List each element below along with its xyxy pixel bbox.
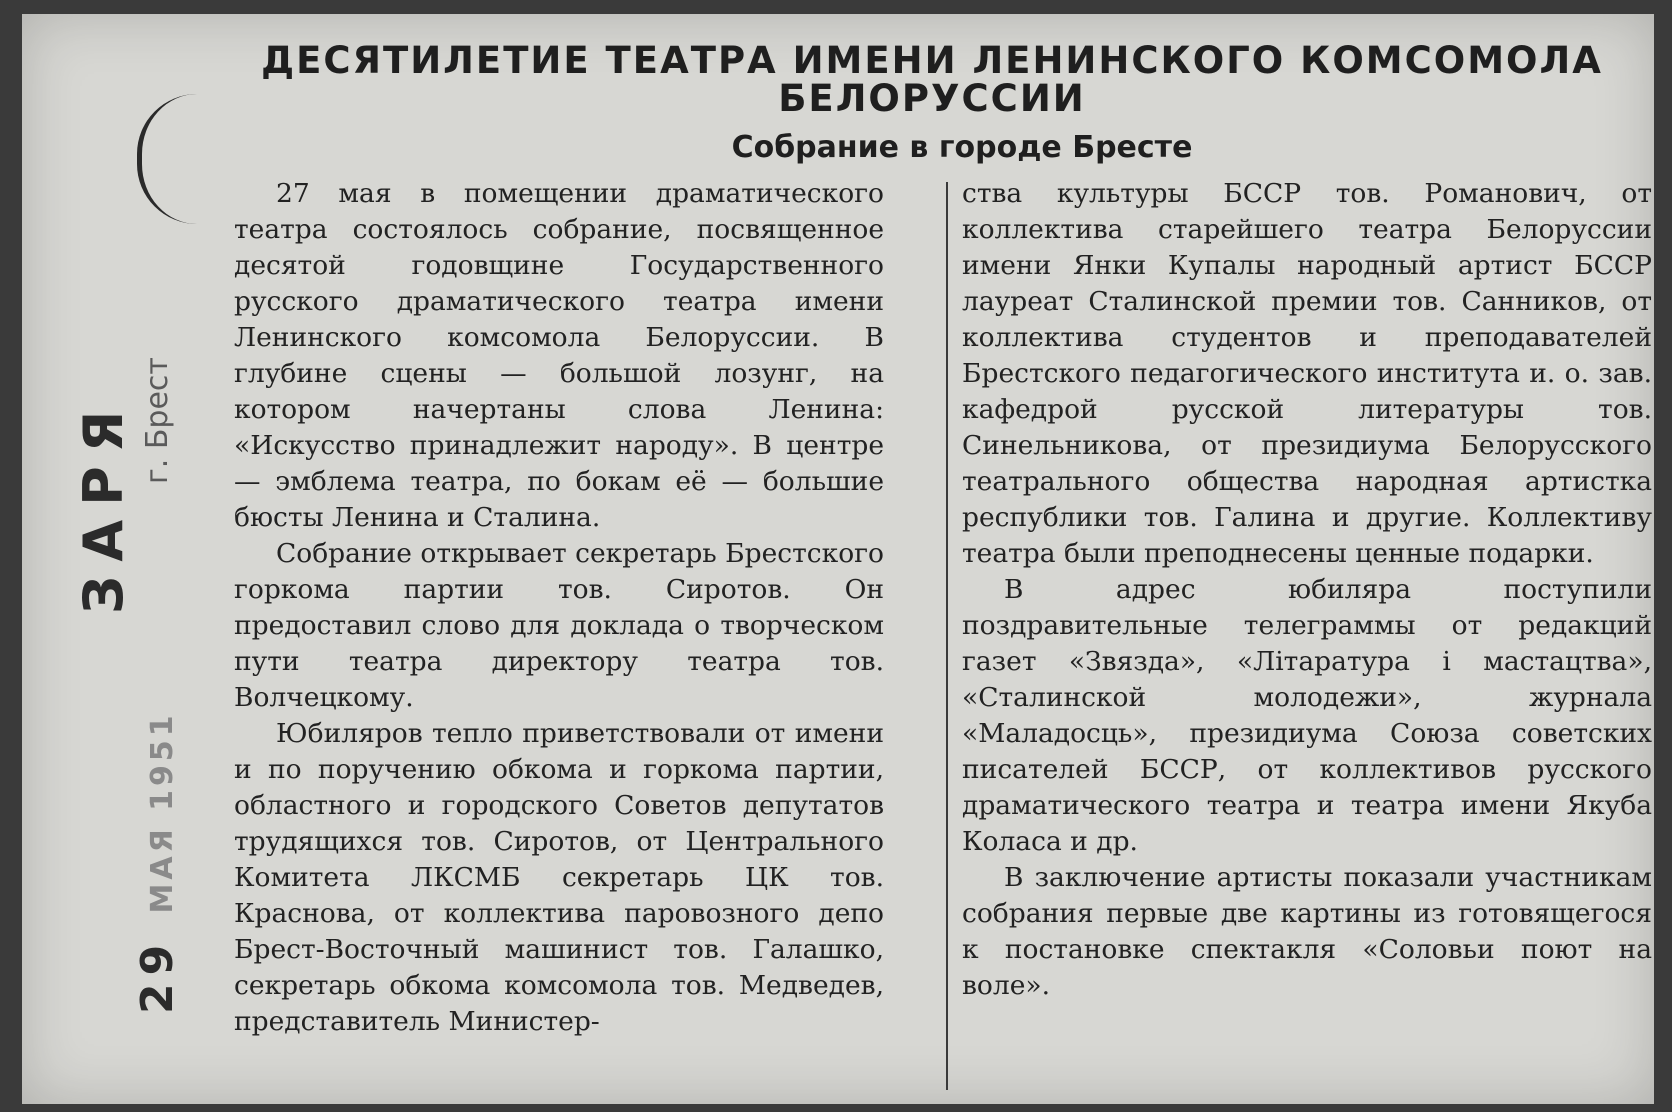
- paragraph: ства культуры БССР тов. Романович, от коллектива старейшего театра Белоруссии имени Янки Купалы народный артист БССР лауреат Сталинской премии тов. Санников, от коллектива студентов и преподавателей Брестского педагогического института и. о. зав. кафедрой русской литературы тов. Синельникова, от президиума Белорусского театрального общества народная артистка республики тов. Галина и другие. Коллективу театра были преподнесены ценные подарки.: [962, 178, 1652, 569]
- stamp-city: г. Брест: [140, 357, 175, 484]
- paragraph: В заключение артисты показали участникам собрания первые две картины из готовящегося к постановке спектакля «Соловьи поют на воле».: [962, 862, 1652, 1001]
- stamp-date: [132, 711, 183, 1014]
- article-subheadline: Собрание в городе Бресте: [731, 130, 1193, 165]
- stamp-date-day: 29: [132, 936, 183, 1014]
- paragraph: Юбиляров тепло приветствовали от имени и по поручению обкома и горкома партии, областного и городского Советов депутатов трудящихся тов. Сиротов, от Центрального Комитета ЛКСМБ секретарь ЦК тов. Краснова, от коллектива паровозного депо Брест-Восточный машинист тов. Галашко, секретарь обкома комсомола тов. Медведев, представитель Министер-: [234, 718, 884, 1037]
- stamp-date-rest: МАЯ 1951: [145, 711, 180, 914]
- paragraph: В адрес юбиляра поступили поздравительные телеграммы от редакций газет «Звязда», «Літаратура і мастацтва», «Сталинской молодежи», журнала «Маладосць», президиума Союза советских писателей БССР, от коллективов русского драматического театра и театра имени Якуба Коласа и др.: [962, 574, 1652, 857]
- newspaper-clipping: [22, 14, 1654, 1104]
- stamp-newspaper-name: ЗАРЯ: [72, 396, 135, 614]
- pencil-bracket-mark: [137, 94, 212, 224]
- article-left-column: [234, 176, 884, 1040]
- article-right-column: [962, 176, 1652, 1004]
- column-divider: [946, 182, 948, 1090]
- paragraph: Собрание открывает секретарь Брестского горкома партии тов. Сиротов. Он предоставил слово для доклада о творческом пути театра директору театра тов. Волчецкому.: [234, 538, 884, 713]
- archive-stamp: [62, 254, 182, 1014]
- article-headline: ДЕСЯТИЛЕТИЕ ТЕАТРА ИМЕНИ ЛЕНИНСКОГО КОМСОМОЛА БЕЛОРУССИИ: [261, 39, 1603, 120]
- paragraph: 27 мая в помещении драматического театра состоялось собрание, посвященное десятой годовщине Государственного русского драматического театра имени Ленинского комсомола Белоруссии. В глубине сцены — большой лозунг, на котором начертаны слова Ленина: «Искусство принадлежит народу». В центре — эмблема театра, по бокам её — большие бюсты Ленина и Сталина.: [234, 178, 884, 533]
